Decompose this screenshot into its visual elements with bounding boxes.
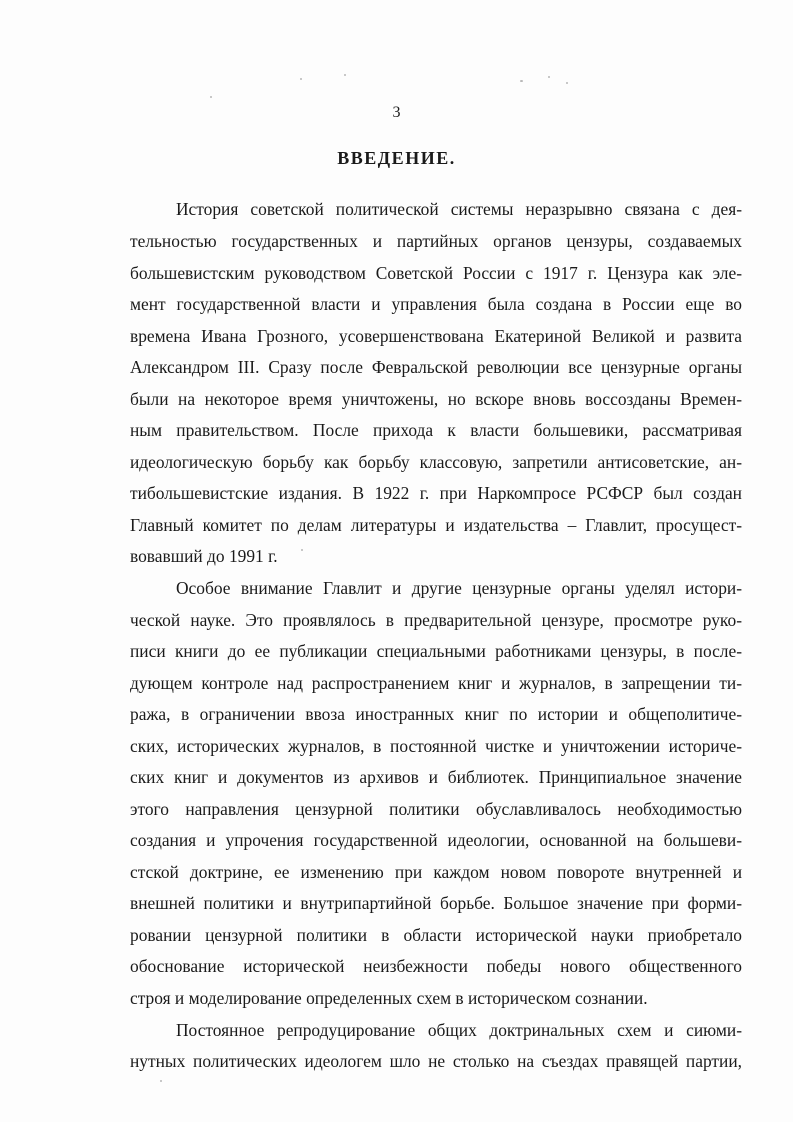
- text-line: этого направления цензурной политики обуславливалось необходимостью: [130, 799, 742, 819]
- text-line: большевистским руководством Советской России с 1917 г. Цензура как эле-: [130, 263, 742, 283]
- text-line: Постоянное репродуцирование общих доктринальных схем и сиюми-: [176, 1020, 742, 1040]
- text-line: стской доктрине, ее изменению при каждом новом повороте внутренней и: [130, 862, 742, 882]
- text-line: мент государственной власти и управления была создана в России еще во: [130, 294, 742, 314]
- text-line: дующем контроле над распространением книг и журналов, в запрещении ти-: [130, 673, 742, 693]
- scan-speck: [300, 78, 302, 80]
- text-line: ровании цензурной политики в области исторической науки приобретало: [130, 925, 742, 945]
- scan-speck: [160, 1080, 162, 1082]
- page-number: 3: [392, 104, 401, 121]
- text-line: строя и моделирование определенных схем в историческом сознании.: [130, 988, 648, 1008]
- text-line: обоснование исторической неизбежности победы нового общественного: [130, 956, 742, 976]
- text-line: ских, исторических журналов, в постоянной чистке и уничтожении историче-: [130, 736, 742, 756]
- text-line: тибольшевистские издания. В 1922 г. при Наркомпросе РСФСР был создан: [130, 483, 742, 503]
- text-line: Особое внимание Главлит и другие цензурные органы уделял истори-: [176, 578, 742, 598]
- text-line: ских книг и документов из архивов и библиотек. Принципиальное значение: [130, 767, 742, 787]
- text-line: внешней политики и внутрипартийной борьбе. Большое значение при форми-: [130, 893, 742, 913]
- text-line: ража, в ограничении ввоза иностранных книг по истории и общеполитиче-: [130, 704, 742, 724]
- text-line: писи книги до ее публикации специальными работниками цензуры, в после-: [130, 641, 742, 661]
- scan-speck: [344, 74, 346, 76]
- scan-speck: [210, 96, 212, 98]
- text-line: Главный комитет по делам литературы и издательства – Главлит, просущест-: [130, 515, 742, 535]
- text-line: нутных политических идеологем шло не столько на съездах правящей партии,: [130, 1051, 742, 1071]
- section-heading: ВВЕДЕНИЕ.: [337, 148, 456, 168]
- text-line: времена Ивана Грозного, усовершенствована Екатериной Великой и развита: [130, 326, 742, 346]
- text-line: Александром III. Сразу после Февральской революции все цензурные органы: [130, 357, 742, 377]
- scan-speck: [548, 76, 550, 78]
- scan-speck: [520, 80, 523, 82]
- text-line: были на некоторое время уничтожены, но вскоре вновь воссозданы Времен-: [130, 389, 742, 409]
- scan-speck: [566, 82, 568, 84]
- text-line: ным правительством. После прихода к власти большевики, рассматривая: [130, 420, 742, 440]
- text-line: тельностью государственных и партийных органов цензуры, создаваемых: [130, 231, 742, 251]
- text-line: идеологическую борьбу как борьбу классовую, запретили антисоветские, ан-: [130, 452, 742, 472]
- text-line: ческой науке. Это проявлялось в предварительной цензуре, просмотре руко-: [130, 610, 742, 630]
- text-line: вовавший до 1991 г.: [130, 546, 278, 566]
- text-line: История советской политической системы неразрывно связана с дея-: [176, 199, 742, 219]
- text-line: создания и упрочения государственной идеологии, основанной на большеви-: [130, 830, 742, 850]
